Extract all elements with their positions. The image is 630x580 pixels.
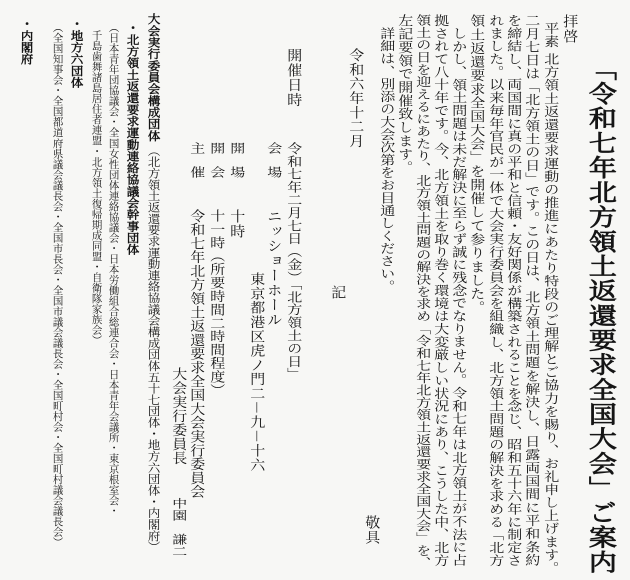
document-page: 「令和七年北方領土返還要求全国大会」ご案内 拝啓 平素 北方領土返還要求運動の推進にあたり特段のご理解とご協力を賜り、お礼申し上げます。 二月七日は「北方領土の日」です。この日は、北方領土問題を解決し、日露両国間に平和条約 を締結し、両国間に真の平和と信頼・友好関係が構築されることを念じ、昭和五十六年に制定さ れました。以来毎年官民が一体で大会実行委員会を組織し、北方領土問題の解決を求める「北方 領土返還要求全国大会」を開催して参りました。 しかし、領土問題は未だ解決に至らず誠に残念でなりません。令和七年は北方領土が不法に占 拠されて八十年です。今、北方領土を取り巻く環境は大変厳しい状況にあり、こうした中、北方 領土の日を迎えるにあたり、北方領土問題の解決を求め「令和七年北方領土返還要求全国大会」を、 左記要領で開催致します。 詳細は、別添の大会次第をお目通しください。 敬具 令和六年十二月 記 開催日時 令和七年二月七日（金）「北方領土の日」 会 場 ニッショーホール 東京都港区虎ノ門二－九－十六 開 場 十時 開 会 十一時（所要時間二時間程度） 主 催 令和七年北方領土返還要求全国大会実行委員会 大会実行委員長 中園 謙二 大会実行委員会構成団体 （北方領土返還要求運動連絡協議会構成団体五十七団体・地方六団体・内閣府） ・北方領土返還要求運動連絡協議会幹事団体 （日本青年団協議会・全国女性団体連絡協議会・日本労働組合総連合会・日本青年会議所・東京根室会・ 千島歯舞諸島居住者連盟・北方領土復帰期成同盟・自衛隊家族会） ・地方六団体 （全国知事会・全国都道府県議会議長会・全国市長会・全国市議会議長会・全国町村会・全国町村議会議長会） ・内閣府: [19, 13, 618, 575]
